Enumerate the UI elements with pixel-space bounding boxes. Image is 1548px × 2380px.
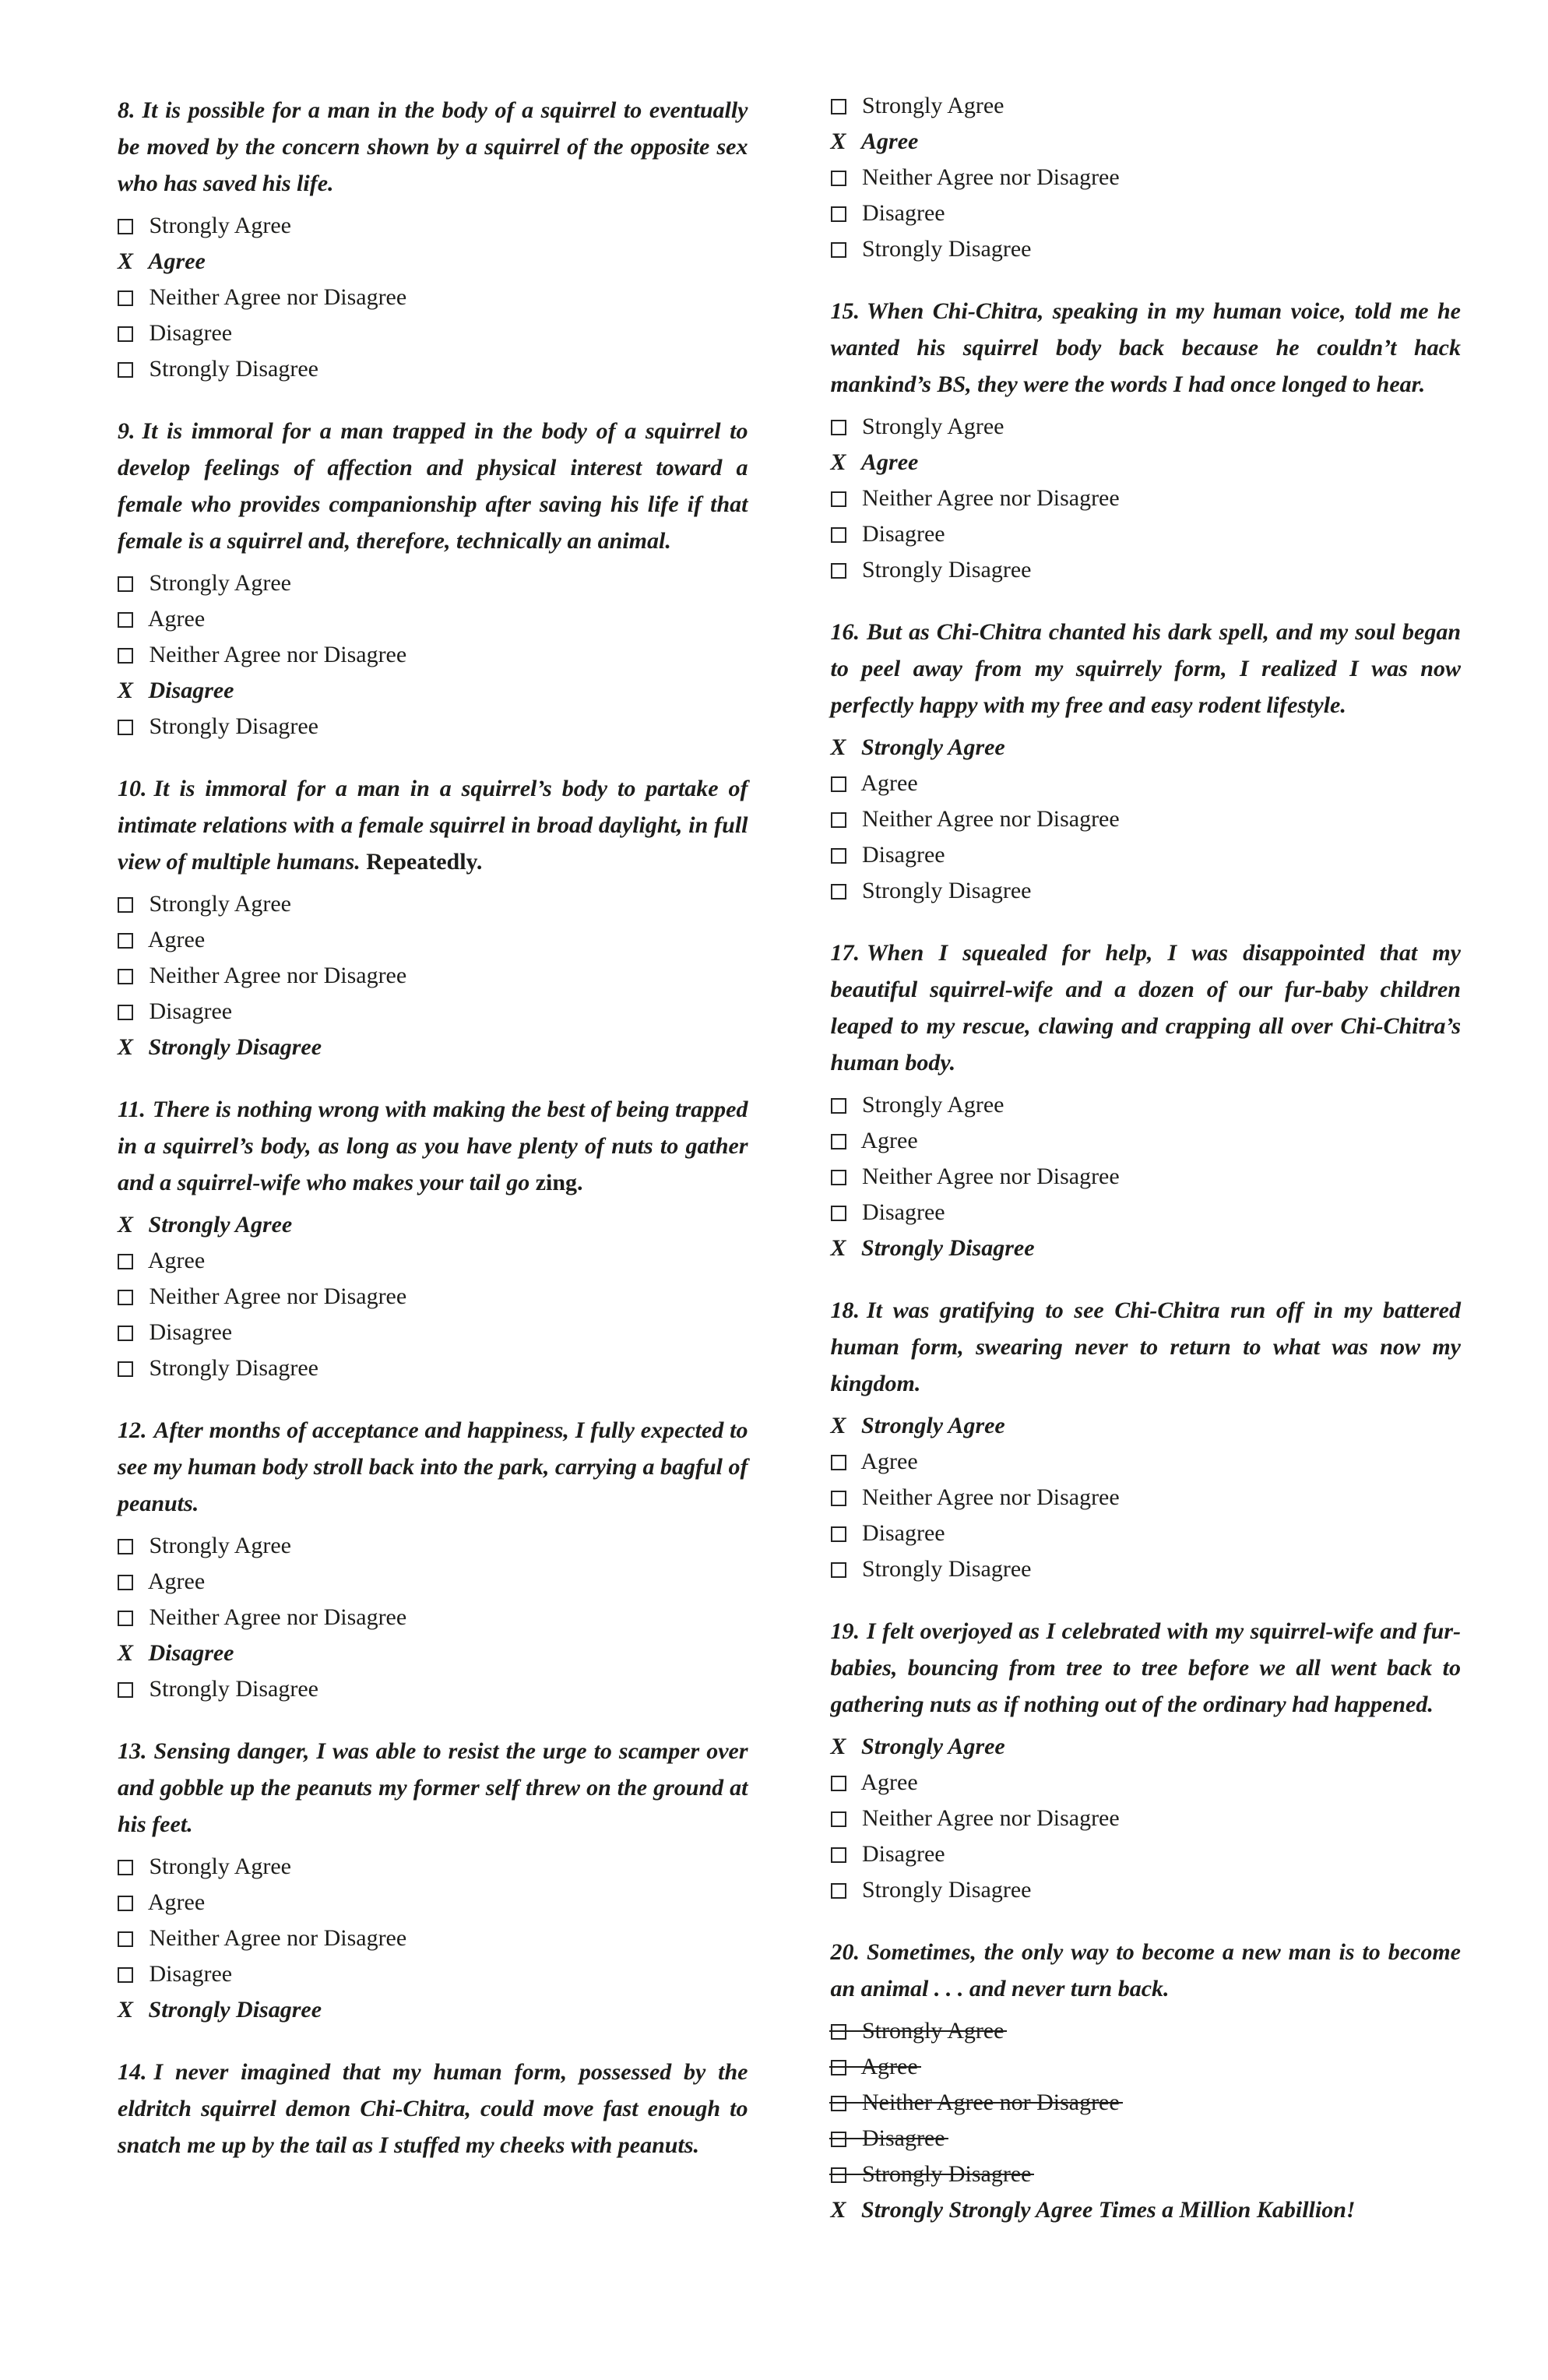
- question-block: [118, 770, 748, 1061]
- answer-option-label: Disagree: [148, 678, 234, 703]
- question-text: [831, 1934, 1462, 2007]
- answer-option-label: Disagree: [862, 200, 945, 226]
- answer-option[interactable]: [118, 1247, 205, 1275]
- answer-options: [118, 1211, 748, 1382]
- answer-option-label: Strongly Disagree: [862, 2161, 1032, 2187]
- answer-option-label: Agree: [861, 449, 919, 475]
- question-text: [118, 1091, 748, 1201]
- question-text: [831, 935, 1462, 1081]
- checkbox-icon[interactable]: [831, 2132, 846, 2147]
- answer-option-label: Disagree: [149, 1319, 233, 1345]
- answer-option[interactable]: [118, 962, 406, 990]
- question-segment: After months of acceptance and happiness, I fully expected to see my human body stroll back into the park, carrying a bagful of peanuts.: [118, 1417, 748, 1516]
- answer-option-label: Strongly Agree: [862, 2018, 1004, 2044]
- answer-option[interactable]: [831, 413, 1004, 441]
- answer-option-label: Strongly Disagree: [149, 1676, 318, 1702]
- checkbox-icon[interactable]: [118, 612, 133, 628]
- checkbox-icon[interactable]: [831, 2167, 846, 2183]
- checkbox-icon[interactable]: [831, 2024, 846, 2040]
- answer-option[interactable]: [118, 890, 291, 918]
- checkbox-icon[interactable]: [118, 1361, 133, 1377]
- answer-option[interactable]: [831, 484, 1120, 512]
- answer-option-label: Disagree: [862, 2125, 945, 2151]
- checkbox-icon[interactable]: [831, 1847, 846, 1863]
- answer-option-label: Neither Agree nor Disagree: [149, 1925, 407, 1951]
- answer-option[interactable]: [118, 713, 318, 741]
- answer-option[interactable]: [831, 128, 919, 156]
- answer-option[interactable]: [118, 569, 291, 597]
- checkbox-icon[interactable]: [831, 1134, 846, 1150]
- x-mark-icon: X: [118, 1997, 134, 2023]
- checkbox-icon[interactable]: [831, 420, 846, 435]
- answer-option-label: Agree: [147, 927, 206, 952]
- answer-options: [118, 1853, 748, 2024]
- question-segment: When Chi-Chitra, speaking in my human voice, told me he wanted his squirrel body back because he couldn’t hack mankind’s BS, they were the words I had once longed to hear.: [830, 298, 1461, 397]
- answer-option-label: Strongly Disagree: [862, 236, 1032, 262]
- answer-option-label: Agree: [860, 1769, 918, 1795]
- answer-option-label: Strongly Agree: [862, 414, 1004, 439]
- checkbox-icon[interactable]: [118, 576, 133, 592]
- answer-option-label: Neither Agree nor Disagree: [149, 642, 407, 667]
- question-number: 18.: [830, 1297, 860, 1323]
- checkbox-icon[interactable]: [831, 2060, 846, 2075]
- question-text: [831, 293, 1462, 403]
- answer-options: [831, 1733, 1462, 1904]
- answer-option[interactable]: [831, 1448, 918, 1476]
- question-block: [831, 1934, 1462, 2224]
- question-segment: Sensing danger, I was able to resist the urge to scamper over and gobble up the peanuts my former self threw on the ground at his feet.: [118, 1738, 748, 1837]
- answer-option-label: Strongly Agree: [149, 570, 291, 596]
- answer-option[interactable]: [831, 92, 1004, 120]
- answer-option-label: Neither Agree nor Disagree: [149, 1283, 407, 1309]
- answer-options: [831, 2017, 1462, 2224]
- question-number: 11.: [118, 1097, 146, 1122]
- answer-option[interactable]: [831, 734, 1005, 762]
- checkbox-icon[interactable]: [118, 969, 133, 984]
- answer-option[interactable]: [831, 1412, 1005, 1440]
- question-segment: Sometimes, the only way to become a new man is to become an animal . . . and never turn back.: [830, 1939, 1461, 2002]
- checkbox-icon[interactable]: [118, 326, 133, 342]
- question-segment: I never imagined that my human form, possessed by the eldritch squirrel demon Chi-Chitra, could move fast enough to snatch me up by the tail as I stuffed my cheeks with peanuts.: [118, 2059, 748, 2158]
- answer-option-label: Strongly Agree: [149, 891, 291, 917]
- answer-option-label: Agree: [147, 1568, 206, 1594]
- checkbox-icon[interactable]: [831, 491, 846, 507]
- answer-option-label: Strongly Agree: [861, 1413, 1005, 1438]
- checkbox-icon[interactable]: [831, 563, 846, 579]
- answer-option[interactable]: [831, 1840, 945, 1868]
- question-block: [118, 2054, 748, 2163]
- checkbox-icon[interactable]: [831, 2096, 846, 2111]
- answer-option-label: Strongly Disagree: [862, 557, 1032, 583]
- answer-option-label: Agree: [147, 1889, 206, 1915]
- answer-option-label: Strongly Agree: [862, 93, 1004, 118]
- question-text: [118, 1733, 748, 1843]
- question-segment: It was gratifying to see Chi-Chitra run off in my battered human form, swearing never to return to what was now my kingdom.: [830, 1297, 1461, 1396]
- answer-options: [831, 734, 1462, 905]
- answer-option-label: Neither Agree nor Disagree: [862, 2090, 1120, 2115]
- x-mark-icon: X: [118, 1212, 134, 1238]
- question-block: [831, 1613, 1462, 1904]
- answer-option-label: Strongly Disagree: [149, 713, 318, 739]
- answer-option-label: Agree: [861, 129, 919, 154]
- x-mark-icon: X: [830, 1413, 846, 1438]
- x-mark-icon: X: [830, 2197, 846, 2223]
- question-block: [118, 413, 748, 741]
- answer-option-label: Strongly Agree: [149, 1854, 291, 1879]
- x-mark-icon: X: [830, 129, 846, 154]
- answer-option-label: Strongly Strongly Agree Times a Million Kabillion!: [861, 2197, 1356, 2223]
- answer-option-label: Strongly Disagree: [148, 1997, 322, 2023]
- checkbox-icon[interactable]: [831, 1776, 846, 1791]
- checkbox-icon[interactable]: [118, 1290, 133, 1305]
- question-segment: When I squealed for help, I was disappointed that my beautiful squirrel-wife and a dozen of our fur-baby children leaped to my rescue, clawing and crapping all over Chi-Chitra’s human body.: [830, 940, 1461, 1076]
- checkbox-icon[interactable]: [831, 171, 846, 186]
- answer-option[interactable]: [831, 2196, 1356, 2224]
- checkbox-icon[interactable]: [118, 720, 133, 735]
- checkbox-icon[interactable]: [831, 1811, 846, 1827]
- x-mark-icon: X: [830, 1235, 846, 1261]
- checkbox-icon[interactable]: [831, 1526, 846, 1542]
- checkbox-icon[interactable]: [831, 1098, 846, 1114]
- answer-option[interactable]: [831, 556, 1032, 584]
- x-mark-icon: X: [118, 678, 134, 703]
- answer-option[interactable]: [118, 677, 234, 705]
- question-number: 19.: [830, 1618, 860, 1644]
- question-text: [831, 614, 1462, 724]
- answer-option[interactable]: [118, 1960, 232, 1988]
- checkbox-icon[interactable]: [118, 1254, 133, 1269]
- question-segment: It is possible for a man in the body of a squirrel to eventually be moved by the concern shown by a squirrel of the opposite sex who has saved his life.: [118, 97, 748, 196]
- checkbox-icon[interactable]: [831, 1562, 846, 1578]
- question-number: 9.: [118, 418, 135, 444]
- answer-option[interactable]: [831, 1234, 1035, 1262]
- answer-option-label: Agree: [860, 1449, 918, 1474]
- question-number: 14.: [118, 2059, 147, 2085]
- question-text: [118, 92, 748, 202]
- answer-option[interactable]: [118, 1319, 232, 1347]
- question-number: 17.: [830, 940, 860, 966]
- answer-option-label: Disagree: [149, 1961, 233, 1987]
- checkbox-icon[interactable]: [831, 206, 846, 222]
- question-block: [831, 935, 1462, 1262]
- answer-option[interactable]: [118, 319, 232, 347]
- answer-option-label: Strongly Disagree: [862, 1556, 1032, 1582]
- question-block: [118, 1091, 748, 1382]
- answer-option-label: Disagree: [149, 998, 233, 1024]
- question-number: 13.: [118, 1738, 147, 1764]
- answer-option[interactable]: [831, 235, 1032, 263]
- answer-option[interactable]: [118, 998, 232, 1026]
- question-segment: It is immoral for a man in a squirrel’s body to partake of intimate relations with a female squirrel in broad daylight, in full view of multiple humans.: [118, 776, 748, 875]
- checkbox-icon[interactable]: [118, 1326, 133, 1341]
- answer-option-label: Strongly Disagree: [148, 1034, 322, 1060]
- answer-options: [831, 92, 1462, 263]
- answer-option[interactable]: [118, 1675, 318, 1703]
- answer-options: [118, 1532, 748, 1703]
- answer-option-label: Neither Agree nor Disagree: [862, 1805, 1120, 1831]
- answer-option-label: Strongly Agree: [149, 1533, 291, 1558]
- answer-option[interactable]: [118, 1568, 205, 1596]
- answer-option[interactable]: [118, 926, 205, 954]
- checkbox-icon[interactable]: [831, 1170, 846, 1185]
- answer-option[interactable]: [831, 1733, 1005, 1761]
- checkbox-icon[interactable]: [831, 1491, 846, 1506]
- checkbox-icon[interactable]: [831, 848, 846, 864]
- column-2: [831, 92, 1462, 2254]
- checkbox-icon[interactable]: [831, 1455, 846, 1470]
- question-segment: I felt overjoyed as I celebrated with my squirrel-wife and fur-babies, bouncing from tree to tree before we all went back to gathering nuts as if nothing out of the ordinary had happened.: [830, 1618, 1461, 1717]
- answer-option-label: Neither Agree nor Disagree: [862, 1484, 1120, 1510]
- answer-option[interactable]: [118, 1033, 322, 1061]
- answer-option-label: Disagree: [862, 1520, 945, 1546]
- question-number: 12.: [118, 1417, 147, 1443]
- answer-option[interactable]: [831, 1804, 1120, 1833]
- answer-option[interactable]: [831, 877, 1032, 905]
- question-segment: But as Chi-Chitra chanted his dark spell, and my soul began to peel away from my squirrely form, I realized I was now perfectly happy with my free and easy rodent lifestyle.: [830, 619, 1461, 718]
- answer-option-label: Strongly Agree: [148, 1212, 293, 1238]
- checkbox-icon[interactable]: [118, 1967, 133, 1983]
- answer-option[interactable]: [831, 1769, 918, 1797]
- answer-option[interactable]: [118, 1604, 406, 1632]
- answer-option-label: Agree: [860, 1128, 918, 1153]
- answer-option-label: Neither Agree nor Disagree: [149, 1604, 407, 1630]
- question-block: [831, 614, 1462, 905]
- question-block: [831, 293, 1462, 584]
- answer-option-label: Agree: [147, 1248, 206, 1273]
- checkbox-icon[interactable]: [118, 1860, 133, 1875]
- checkbox-icon[interactable]: [118, 648, 133, 664]
- checkbox-icon[interactable]: [118, 1575, 133, 1590]
- answer-option[interactable]: [831, 520, 945, 548]
- answer-option-label: Strongly Disagree: [861, 1235, 1035, 1261]
- x-mark-icon: X: [118, 1640, 134, 1666]
- answer-option[interactable]: [831, 2089, 1120, 2117]
- question-block: [118, 1412, 748, 1703]
- answer-option-label: Agree: [147, 606, 206, 632]
- question-text: [118, 2054, 748, 2163]
- checkbox-icon[interactable]: [118, 1931, 133, 1947]
- answer-option[interactable]: [831, 2160, 1032, 2188]
- answer-option[interactable]: [118, 1639, 234, 1667]
- checkbox-icon[interactable]: [118, 1539, 133, 1554]
- answer-option[interactable]: [118, 1996, 322, 2024]
- answer-option[interactable]: [831, 2017, 1004, 2045]
- question-segment: zing.: [535, 1170, 583, 1195]
- answer-option[interactable]: [118, 1354, 318, 1382]
- question-text: [831, 1292, 1462, 1402]
- checkbox-icon[interactable]: [118, 219, 133, 234]
- question-text: [118, 770, 748, 880]
- answer-option[interactable]: [118, 1924, 406, 1952]
- answer-option-label: Strongly Disagree: [149, 356, 318, 382]
- answer-options: [118, 212, 748, 383]
- x-mark-icon: X: [830, 449, 846, 475]
- question-segment: There is nothing wrong with making the best of being trapped in a squirrel’s body, as long as you have plenty of nuts to gather and a squirrel-wife who makes your tail go: [118, 1097, 748, 1195]
- question-number: 20.: [830, 1939, 860, 1965]
- answer-option[interactable]: [831, 2053, 918, 2081]
- question-block: [831, 1292, 1462, 1583]
- question-number: 15.: [830, 298, 860, 324]
- answer-option-label: Neither Agree nor Disagree: [149, 284, 407, 310]
- question-number: 10.: [118, 776, 147, 801]
- checkbox-icon[interactable]: [831, 527, 846, 543]
- x-mark-icon: X: [118, 248, 134, 274]
- answer-option[interactable]: [831, 841, 945, 869]
- answer-option-label: Disagree: [862, 1841, 945, 1867]
- checkbox-icon[interactable]: [831, 242, 846, 258]
- answer-option[interactable]: [831, 1484, 1120, 1512]
- checkbox-icon[interactable]: [831, 884, 846, 900]
- answer-option-label: Strongly Agree: [861, 734, 1005, 760]
- answer-option-label: Agree: [860, 770, 918, 796]
- answer-option[interactable]: [118, 1889, 205, 1917]
- answer-option-label: Neither Agree nor Disagree: [862, 1164, 1120, 1189]
- answer-options: [831, 1412, 1462, 1583]
- answer-option[interactable]: [831, 1163, 1120, 1191]
- x-mark-icon: X: [830, 1734, 846, 1759]
- checkbox-icon[interactable]: [831, 812, 846, 828]
- checkbox-icon[interactable]: [118, 933, 133, 949]
- answer-option[interactable]: [118, 212, 291, 240]
- answer-option[interactable]: [831, 199, 945, 227]
- answer-option-label: Strongly Disagree: [149, 1355, 318, 1381]
- answer-option-label: Strongly Disagree: [862, 878, 1032, 903]
- checkbox-icon[interactable]: [118, 362, 133, 378]
- answer-option[interactable]: [118, 1532, 291, 1560]
- answer-option[interactable]: [831, 769, 918, 797]
- answer-option-label: Strongly Agree: [862, 1092, 1004, 1118]
- question-block: [118, 1733, 748, 2024]
- checkbox-icon[interactable]: [831, 1206, 846, 1221]
- x-mark-icon: X: [118, 1034, 134, 1060]
- column-1: [118, 92, 748, 2254]
- answer-option-label: Neither Agree nor Disagree: [862, 164, 1120, 190]
- checkbox-icon[interactable]: [118, 290, 133, 306]
- question-block: [118, 92, 748, 383]
- checkbox-icon[interactable]: [831, 776, 846, 792]
- answer-option[interactable]: [831, 449, 919, 477]
- x-mark-icon: X: [830, 734, 846, 760]
- question-text: [118, 1412, 748, 1522]
- answer-option-label: Strongly Disagree: [862, 1877, 1032, 1903]
- answer-option[interactable]: [831, 2125, 945, 2153]
- answer-option-label: Disagree: [148, 1640, 234, 1666]
- answer-option[interactable]: [831, 164, 1120, 192]
- checkbox-icon[interactable]: [118, 1005, 133, 1020]
- answer-option[interactable]: [118, 1853, 291, 1881]
- answer-option[interactable]: [831, 1127, 918, 1155]
- answer-option-label: Disagree: [862, 842, 945, 868]
- answer-option[interactable]: [831, 1199, 945, 1227]
- checkbox-icon[interactable]: [118, 1611, 133, 1626]
- answer-option[interactable]: [831, 1876, 1032, 1904]
- question-segment: Repeatedly.: [366, 849, 483, 875]
- question-text: [118, 413, 748, 559]
- answer-options: [118, 569, 748, 741]
- answer-option[interactable]: [831, 1091, 1004, 1119]
- answer-option[interactable]: [118, 1211, 292, 1239]
- question-number: 8.: [118, 97, 135, 123]
- answer-option-label: Disagree: [862, 1199, 945, 1225]
- answer-option-label: Neither Agree nor Disagree: [862, 806, 1120, 832]
- answer-option[interactable]: [118, 355, 318, 383]
- answer-option-label: Agree: [860, 2054, 918, 2079]
- answer-option-label: Neither Agree nor Disagree: [149, 963, 407, 988]
- checkbox-icon[interactable]: [118, 1682, 133, 1698]
- answer-options: [118, 890, 748, 1061]
- answer-option-label: Strongly Agree: [149, 213, 291, 238]
- answer-option[interactable]: [831, 1555, 1032, 1583]
- answer-options: [831, 413, 1462, 584]
- checkbox-icon[interactable]: [118, 897, 133, 913]
- question-text: [831, 1613, 1462, 1723]
- checkbox-icon[interactable]: [831, 99, 846, 114]
- answer-option[interactable]: [118, 248, 206, 276]
- answer-option-label: Disagree: [862, 521, 945, 547]
- answer-option-label: Neither Agree nor Disagree: [862, 485, 1120, 511]
- answer-option[interactable]: [118, 641, 406, 669]
- question-block: [831, 92, 1462, 263]
- answer-options: [831, 1091, 1462, 1262]
- answer-option-label: Strongly Agree: [861, 1734, 1005, 1759]
- answer-option-label: Disagree: [149, 320, 233, 346]
- answer-option-label: Agree: [148, 248, 206, 274]
- question-number: 16.: [830, 619, 860, 645]
- answer-option[interactable]: [831, 1519, 945, 1547]
- checkbox-icon[interactable]: [831, 1883, 846, 1899]
- answer-option[interactable]: [831, 805, 1120, 833]
- question-segment: It is immoral for a man trapped in the body of a squirrel to develop feelings of affection and physical interest toward a female who provides companionship after saving his life if that female is a squirrel and, therefore, technically an animal.: [118, 418, 748, 554]
- answer-option[interactable]: [118, 1283, 406, 1311]
- answer-option[interactable]: [118, 605, 205, 633]
- checkbox-icon[interactable]: [118, 1896, 133, 1911]
- answer-option[interactable]: [118, 283, 406, 312]
